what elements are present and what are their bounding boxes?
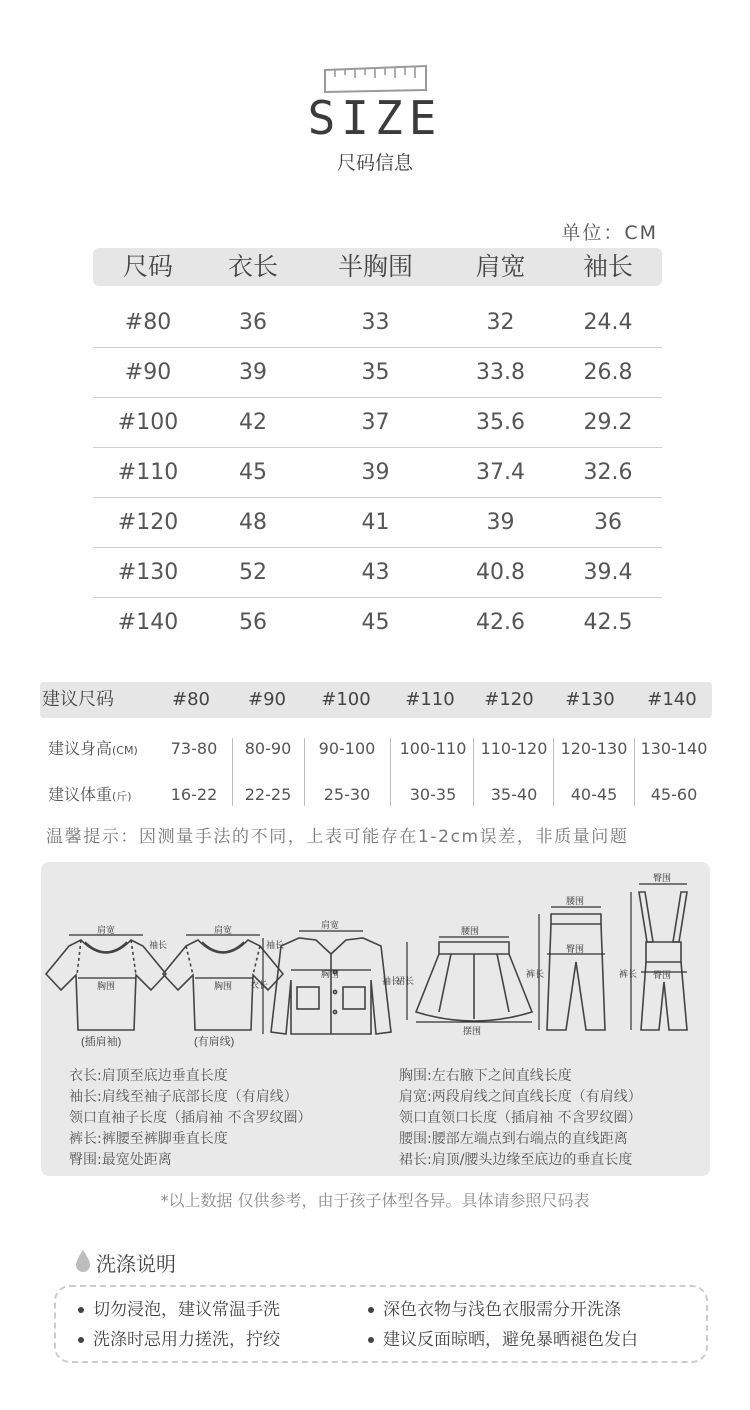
hip-label: 臀围 xyxy=(653,970,672,980)
column-header: #130 xyxy=(565,689,615,710)
table-cell: 22-25 xyxy=(244,785,292,804)
overalls-icon xyxy=(639,892,687,1030)
table-cell: 25-30 xyxy=(323,785,371,804)
table-cell: #80 xyxy=(124,310,172,335)
table-cell: 33 xyxy=(361,310,390,335)
table-cell: 32 xyxy=(486,310,515,335)
wash-item xyxy=(78,1295,280,1320)
table-cell: 48 xyxy=(239,510,267,535)
page-subtitle: 尺码信息 xyxy=(336,152,413,174)
table-row xyxy=(93,348,662,398)
table-cell: 40.8 xyxy=(476,560,525,585)
shoulder-label: 肩宽 xyxy=(97,925,116,935)
size-table-header xyxy=(93,248,662,286)
column-header: #110 xyxy=(405,689,455,710)
note-item: 领口直袖子长度（插肩袖 不含罗纹圈） xyxy=(69,1110,312,1126)
table-cell: 39 xyxy=(361,460,390,485)
note-item: 肩宽:两段肩线之间直线长度（有肩线） xyxy=(399,1089,642,1105)
table-row xyxy=(93,298,662,348)
table-cell: #110 xyxy=(117,460,179,485)
column-header: #100 xyxy=(321,689,371,710)
wash-item-text: 深色衣物与浅色衣服需分开洗涤 xyxy=(383,1300,621,1320)
column-header: #120 xyxy=(484,689,534,710)
sleeve-label: 袖长 xyxy=(266,940,285,950)
wash-item xyxy=(368,1295,621,1320)
table-cell: 42.6 xyxy=(476,610,525,635)
row-label xyxy=(48,772,158,818)
column-divider xyxy=(390,738,391,806)
table-cell: 90-100 xyxy=(318,739,376,758)
note-item: 腰围:腰部左端点到右端点的直线距离 xyxy=(399,1131,628,1147)
column-divider xyxy=(232,738,233,806)
wash-item xyxy=(78,1325,280,1350)
table-cell: 100-110 xyxy=(399,739,467,758)
washing-box xyxy=(54,1285,708,1363)
note-item: 领口直领口长度（插肩袖 不含罗纹圈） xyxy=(399,1110,642,1126)
page-title: SIZE xyxy=(307,91,443,145)
table-cell: 30-35 xyxy=(409,785,457,804)
disclaimer-text: *以上数据 仅供参考，由于孩子体型各异。具体请参照尺码表 xyxy=(160,1191,590,1210)
column-divider xyxy=(304,738,305,806)
column-divider xyxy=(553,738,554,806)
waist-label: 腰围 xyxy=(461,926,480,936)
wash-item xyxy=(368,1325,638,1350)
unit-text: (斤) xyxy=(112,790,132,803)
row-label-text: 建议身高 xyxy=(48,739,113,758)
table-row xyxy=(93,498,662,548)
table-row xyxy=(93,598,662,648)
column-header: #80 xyxy=(172,689,210,710)
row-label: 建议尺码 xyxy=(42,689,114,710)
table-cell: 80-90 xyxy=(244,739,292,758)
column-header: 衣长 xyxy=(227,252,278,281)
table-cell: 37.4 xyxy=(476,460,525,485)
note-item: 裙长:肩顶/腰头边缘至底边的垂直长度 xyxy=(399,1152,633,1168)
table-cell: #90 xyxy=(124,360,172,385)
unit-text: (CM) xyxy=(112,744,138,757)
column-header: 肩宽 xyxy=(475,252,526,281)
column-divider xyxy=(473,738,474,806)
table-cell: #140 xyxy=(117,610,179,635)
table-cell: #130 xyxy=(117,560,179,585)
measurement-diagram xyxy=(41,862,710,1176)
table-cell: 43 xyxy=(361,560,390,585)
table-row xyxy=(93,398,662,448)
table-cell: 36 xyxy=(594,510,622,535)
hem-label: 摆围 xyxy=(463,1026,482,1036)
weight-row xyxy=(40,772,712,818)
length-label: 衣长 xyxy=(250,980,269,990)
table-cell: 45 xyxy=(239,460,267,485)
note-item: 裤长:裤腰至裤脚垂直长度 xyxy=(69,1131,228,1147)
table-cell: 33.8 xyxy=(476,360,525,385)
shoulder-label: 肩宽 xyxy=(214,925,233,935)
table-cell: 29.2 xyxy=(583,410,633,435)
shoulder-label: 肩宽 xyxy=(321,920,340,930)
note-item: 袖长:肩线至袖子底部长度（有肩线） xyxy=(69,1089,298,1105)
table-cell: 110-120 xyxy=(480,739,548,758)
table-cell: 39 xyxy=(486,510,515,535)
jacket-icon xyxy=(271,938,391,1034)
hip-label: 臀围 xyxy=(653,873,672,883)
table-cell: 26.8 xyxy=(583,360,633,385)
chest-label: 胸围 xyxy=(321,969,340,979)
table-cell: 42 xyxy=(239,410,267,435)
recommend-table-header xyxy=(40,682,712,718)
note-item: 臀围:最宽处距离 xyxy=(69,1152,172,1168)
pants-icon xyxy=(547,914,605,1030)
height-row xyxy=(40,726,712,772)
skirt-icon xyxy=(416,942,532,1021)
column-header: #90 xyxy=(248,689,286,710)
tip-text: 温馨提示：因测量手法的不同，上表可能存在1-2cm误差，非质量问题 xyxy=(46,827,629,847)
table-cell: 36 xyxy=(239,310,267,335)
column-divider xyxy=(634,738,635,806)
table-cell: #100 xyxy=(117,410,179,435)
table-cell: 35-40 xyxy=(490,785,538,804)
table-cell: 35 xyxy=(361,360,390,385)
column-header: #140 xyxy=(647,689,697,710)
wash-item-text: 切勿浸泡，建议常温手洗 xyxy=(93,1300,280,1320)
wash-item-text: 建议反面晾晒，避免暴晒褪色发白 xyxy=(383,1330,638,1350)
bullet-icon xyxy=(78,1307,84,1313)
table-cell: 39.4 xyxy=(583,560,633,585)
bullet-icon xyxy=(78,1337,84,1343)
table-cell: 52 xyxy=(239,560,267,585)
column-header: 袖长 xyxy=(582,252,633,281)
table-cell: 41 xyxy=(361,510,390,535)
shoulder-seam-caption: (有肩线) xyxy=(194,1036,235,1048)
raglan-caption: (插肩袖) xyxy=(81,1036,122,1048)
sleeve-label: 袖长 xyxy=(382,976,401,986)
waist-label: 腰围 xyxy=(566,896,585,906)
note-item: 胸围:左右腋下之间直线长度 xyxy=(399,1068,572,1084)
pants-length-label: 裤长 xyxy=(619,969,638,979)
table-cell: 120-130 xyxy=(560,739,628,758)
row-label-text: 建议体重 xyxy=(48,785,113,804)
table-cell: 32.6 xyxy=(583,460,633,485)
unit-label: 单位：CM xyxy=(561,222,658,244)
hip-label: 臀围 xyxy=(566,944,585,954)
table-cell: 40-45 xyxy=(570,785,618,804)
table-cell: 56 xyxy=(239,610,267,635)
table-cell: #120 xyxy=(117,510,179,535)
chest-label: 胸围 xyxy=(214,981,233,991)
column-header: 半胸围 xyxy=(337,252,413,281)
table-cell: 130-140 xyxy=(640,739,708,758)
table-cell: 16-22 xyxy=(170,785,218,804)
table-cell: 37 xyxy=(361,410,390,435)
table-cell: 42.5 xyxy=(583,610,633,635)
table-cell: 45 xyxy=(361,610,390,635)
wash-item-text: 洗涤时忌用力搓洗，拧绞 xyxy=(93,1330,280,1350)
pants-length-label: 裤长 xyxy=(526,969,545,979)
table-row xyxy=(93,448,662,498)
note-item: 衣长:肩顶至底边垂直长度 xyxy=(69,1068,228,1084)
row-label xyxy=(48,726,158,772)
table-cell: 45-60 xyxy=(650,785,698,804)
column-header: 尺码 xyxy=(122,252,173,281)
water-drop-icon xyxy=(74,1248,92,1274)
table-cell: 24.4 xyxy=(583,310,633,335)
bullet-icon xyxy=(368,1337,374,1343)
chest-label: 胸围 xyxy=(97,981,116,991)
washing-title: 洗涤说明 xyxy=(96,1252,176,1276)
ruler-icon xyxy=(323,64,428,94)
sleeve-label: 袖长 xyxy=(149,940,168,950)
bullet-icon xyxy=(368,1307,374,1313)
table-cell: 73-80 xyxy=(170,739,218,758)
skirt-length-label: 裙长 xyxy=(396,976,415,986)
table-row xyxy=(93,548,662,598)
table-cell: 39 xyxy=(239,360,267,385)
table-cell: 35.6 xyxy=(476,410,525,435)
